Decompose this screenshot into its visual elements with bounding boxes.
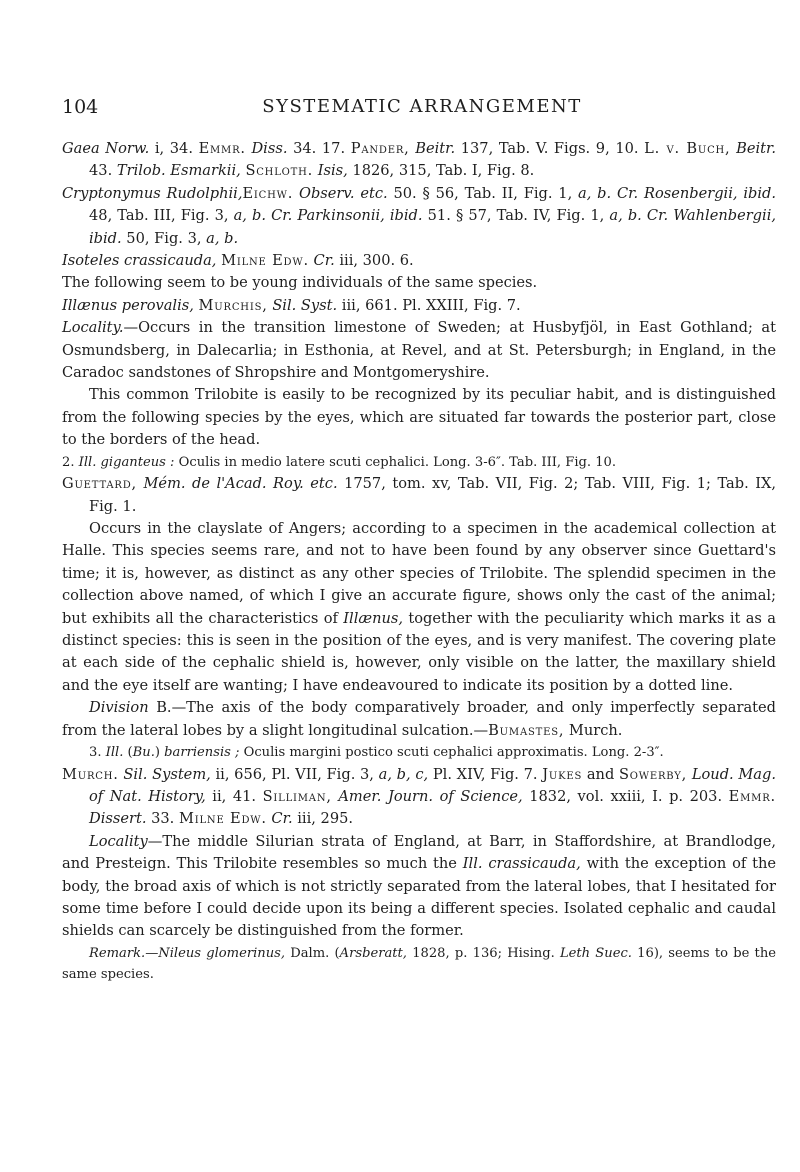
running-head: SYSTEMATIC ARRANGEMENT [262, 96, 582, 117]
synonymy-reference: Cryptonymus Rudolphii,Eichw. Observ. etc. 50. § 56, Tab. II, Fig. 1, a, b. Cr. Rosenbergii, ibid. 48, Tab. III, Fig. 3, a, b. Cr. Parkinsonii, ibid. 51. § 57, Tab. IV, Fig. 1, a, b. Cr. Wahlenbergii, ibid. 50, Fig. 3, a, b. [62, 184, 776, 247]
synonymy-reference: Gaea Norw. i, 34. Emmr. Diss. 34. 17. Pander, Beitr. 137, Tab. V. Figs. 9, 10. L. v. Buch, Beitr. 43. Trilob. Esmarkii, Schloth. Isis, 1826, 315, Tab. I, Fig. 8. [62, 140, 777, 180]
synonymy-reference: Guettard, Mém. de l'Acad. Roy. etc. 1757, tom. xv, Tab. VII, Fig. 2; Tab. VIII, Fig. 1; Tab. IX, Fig. 1. [62, 475, 777, 515]
locality-paragraph: Locality.—Occurs in the transition limestone of Sweden; at Husbyfjöl, in East Gothland; at Osmundsberg, in Dalecarlia; in Esthonia, at Revel, and at St. Petersburgh; in England, in the Caradoc sandstones of Shropshire and Montgomeryshire. [62, 319, 776, 382]
division-paragraph: Division B.—The axis of the body comparatively broader, and only imperfectly separated from the lateral lobes by a slight longitudinal sulcation.—Bumastes, Murch. [62, 699, 776, 739]
synonymy-reference: Isoteles crassicauda, Milne Edw. Cr. iii, 300. 6. [62, 252, 414, 270]
synonymy-reference: Murch. Sil. System, ii, 656, Pl. VII, Fig. 3, a, b, c, Pl. XIV, Fig. 7. Jukes and Sowerby, Loud. Mag. of Nat. History, ii, 41. Silliman, Amer. Journ. of Science, 1832, vol. xxiii, I. p. 203. Emmr. Dissert. 33. Milne Edw. Cr. iii, 295. [62, 765, 776, 828]
locality-paragraph: Locality—The middle Silurian strata of England, at Barr, in Staffordshire, at Brandlodge, and Presteign. This Trilobite resembles so much the Ill. crassicauda, with the exception of the body, the broad axis of which is not strictly separated from the lateral lobes, that I hesitated for some time before I could decide upon its being a different species. Isolated cephalic and caudal shields can scarcely be distinguished from the former. [62, 832, 776, 940]
page-body [62, 138, 776, 986]
species-heading: 2. Ill. giganteus : Oculis in medio latere scuti cephalici. Long. 3-6″. Tab. III, Fig. 10. [62, 454, 617, 470]
body-paragraph: The following seem to be young individuals of the same species. [62, 274, 538, 292]
species-heading: 3. Ill. (Bu.) barriensis ; Oculis margini postico scuti cephalici approximatis. Long. 2-3″. [89, 745, 664, 761]
body-paragraph: This common Trilobite is easily to be recognized by its peculiar habit, and is distinguished from the following species by the eyes, which are situated far towards the posterior part, close to the borders of the head. [62, 386, 776, 449]
remark-paragraph: Remark.—Nileus glomerinus, Dalm. (Arsberatt, 1828, p. 136; Hising. Leth Suec. 16), seems to be the same species. [62, 945, 776, 983]
synonymy-reference: Illænus perovalis, Murchis, Sil. Syst. iii, 661. Pl. XXIII, Fig. 7. [62, 296, 521, 314]
page-header [62, 96, 782, 126]
body-paragraph: Occurs in the clayslate of Angers; according to a specimen in the academical collection at Halle. This species seems rare, and not to have been found by any observer since Guettard's time; it is, however, as distinct as any other species of Trilobite. The splendid specimen in the collection above named, of which I give an accurate figure, shows only the cast of the animal; but exhibits all the characteristics of Illænus, together with the peculiarity which marks it as a distinct species: this is seen in the position of the eyes, and is very manifest. The covering plate at each side of the cephalic shield is, however, only visible on the latter, the maxillary shield and the eye itself are wanting; I have endeavoured to indicate its position by a dotted line. [62, 520, 777, 694]
page-number: 104 [62, 96, 99, 118]
